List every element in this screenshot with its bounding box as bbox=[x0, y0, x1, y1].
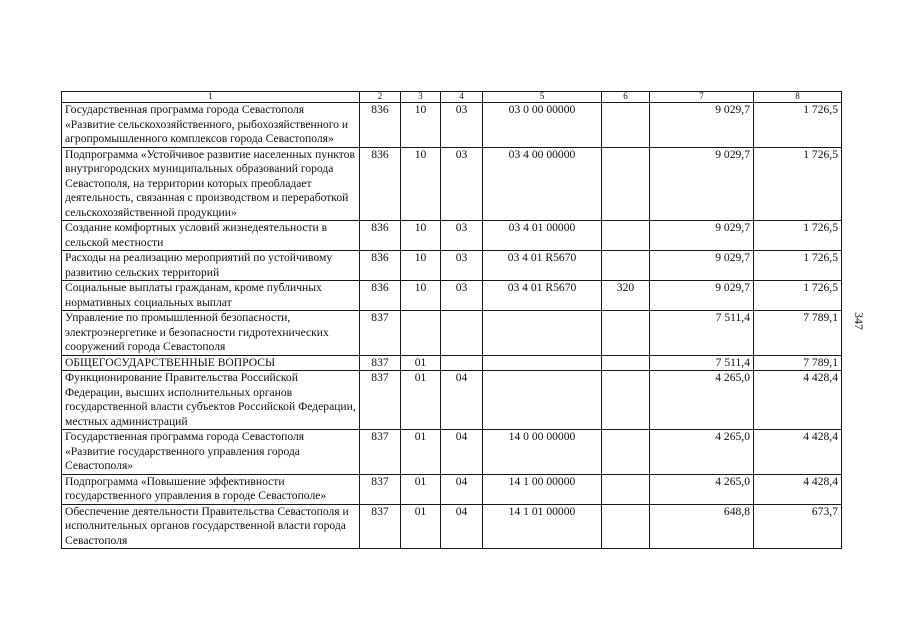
cell-pr bbox=[441, 355, 483, 371]
cell-rz: 10 bbox=[401, 103, 441, 148]
cell-csr bbox=[483, 371, 602, 430]
cell-amount-2: 1 726,5 bbox=[754, 103, 842, 148]
header-row bbox=[62, 92, 842, 103]
cell-amount-2: 7 789,1 bbox=[754, 355, 842, 371]
cell-amount-1: 9 029,7 bbox=[650, 281, 754, 311]
column-header: 3 bbox=[401, 92, 441, 103]
cell-pr: 03 bbox=[441, 221, 483, 251]
cell-amount-1: 9 029,7 bbox=[650, 251, 754, 281]
cell-rz: 01 bbox=[401, 371, 441, 430]
cell-pr: 04 bbox=[441, 504, 483, 549]
cell-vr bbox=[602, 147, 650, 221]
table-row bbox=[62, 474, 842, 504]
cell-rz: 10 bbox=[401, 147, 441, 221]
cell-amount-2: 4 428,4 bbox=[754, 474, 842, 504]
cell-vr bbox=[602, 504, 650, 549]
table-row bbox=[62, 430, 842, 475]
cell-csr bbox=[483, 311, 602, 356]
cell-amount-1: 648,8 bbox=[650, 504, 754, 549]
column-header: 5 bbox=[483, 92, 602, 103]
cell-rz: 01 bbox=[401, 504, 441, 549]
cell-gv: 836 bbox=[360, 147, 401, 221]
cell-pr bbox=[441, 311, 483, 356]
page-number: 347 bbox=[852, 312, 866, 330]
cell-amount-2: 1 726,5 bbox=[754, 147, 842, 221]
cell-vr bbox=[602, 355, 650, 371]
cell-pr: 03 bbox=[441, 251, 483, 281]
cell-name: Социальные выплаты гражданам, кроме публичных нормативных социальных выплат bbox=[62, 281, 360, 311]
cell-rz: 01 bbox=[401, 474, 441, 504]
cell-amount-2: 1 726,5 bbox=[754, 221, 842, 251]
cell-pr: 03 bbox=[441, 281, 483, 311]
cell-name: Государственная программа города Севастополя «Развитие государственного управления города Севастополя» bbox=[62, 430, 360, 475]
table-row bbox=[62, 221, 842, 251]
cell-vr bbox=[602, 430, 650, 475]
cell-gv: 837 bbox=[360, 474, 401, 504]
column-header: 2 bbox=[360, 92, 401, 103]
cell-amount-2: 4 428,4 bbox=[754, 371, 842, 430]
column-header: 8 bbox=[754, 92, 842, 103]
cell-vr bbox=[602, 474, 650, 504]
column-header: 7 bbox=[650, 92, 754, 103]
cell-pr: 03 bbox=[441, 103, 483, 148]
cell-amount-1: 7 511,4 bbox=[650, 355, 754, 371]
cell-csr bbox=[483, 355, 602, 371]
cell-vr bbox=[602, 371, 650, 430]
cell-name: Подпрограмма «Устойчивое развитие населенных пунктов внутригородских муниципальных образований города Севастополя, на территории которых преобладает деятельность, связанная с производством и переработкой сельскохозяйственной продукции» bbox=[62, 147, 360, 221]
cell-gv: 837 bbox=[360, 355, 401, 371]
cell-name: Государственная программа города Севастополя «Развитие сельскохозяйственного, рыбохозяйственного и агропромышленного комплексов города Севастополя» bbox=[62, 103, 360, 148]
table-row bbox=[62, 311, 842, 356]
cell-amount-2: 1 726,5 bbox=[754, 281, 842, 311]
cell-csr: 03 4 01 R5670 bbox=[483, 281, 602, 311]
cell-name: Функционирование Правительства Российской Федерации, высших исполнительных органов государственной власти субъектов Российской Федерации, местных администраций bbox=[62, 371, 360, 430]
table-row bbox=[62, 281, 842, 311]
table-row bbox=[62, 355, 842, 371]
cell-gv: 837 bbox=[360, 504, 401, 549]
cell-amount-2: 673,7 bbox=[754, 504, 842, 549]
cell-pr: 03 bbox=[441, 147, 483, 221]
cell-csr: 03 4 00 00000 bbox=[483, 147, 602, 221]
cell-rz bbox=[401, 311, 441, 356]
cell-csr: 03 4 01 00000 bbox=[483, 221, 602, 251]
cell-gv: 836 bbox=[360, 251, 401, 281]
cell-name: Расходы на реализацию мероприятий по устойчивому развитию сельских территорий bbox=[62, 251, 360, 281]
table-row bbox=[62, 504, 842, 549]
cell-name: Подпрограмма «Повышение эффективности государственного управления в городе Севастополе» bbox=[62, 474, 360, 504]
cell-rz: 10 bbox=[401, 221, 441, 251]
cell-gv: 836 bbox=[360, 221, 401, 251]
cell-amount-2: 1 726,5 bbox=[754, 251, 842, 281]
cell-vr bbox=[602, 103, 650, 148]
cell-pr: 04 bbox=[441, 371, 483, 430]
cell-rz: 01 bbox=[401, 430, 441, 475]
column-header: 6 bbox=[602, 92, 650, 103]
cell-amount-2: 7 789,1 bbox=[754, 311, 842, 356]
cell-csr: 03 4 01 R5670 bbox=[483, 251, 602, 281]
cell-pr: 04 bbox=[441, 430, 483, 475]
cell-amount-1: 4 265,0 bbox=[650, 474, 754, 504]
cell-amount-1: 4 265,0 bbox=[650, 371, 754, 430]
cell-csr: 14 0 00 00000 bbox=[483, 430, 602, 475]
cell-amount-1: 9 029,7 bbox=[650, 221, 754, 251]
table-row bbox=[62, 147, 842, 221]
column-header: 4 bbox=[441, 92, 483, 103]
budget-table bbox=[61, 91, 842, 549]
cell-vr bbox=[602, 311, 650, 356]
cell-amount-1: 9 029,7 bbox=[650, 103, 754, 148]
cell-amount-1: 9 029,7 bbox=[650, 147, 754, 221]
cell-name: Управление по промышленной безопасности, электроэнергетике и безопасности гидротехнических сооружений города Севастополя bbox=[62, 311, 360, 356]
cell-name: ОБЩЕГОСУДАРСТВЕННЫЕ ВОПРОСЫ bbox=[62, 355, 360, 371]
cell-amount-2: 4 428,4 bbox=[754, 430, 842, 475]
table-row bbox=[62, 251, 842, 281]
cell-amount-1: 7 511,4 bbox=[650, 311, 754, 356]
cell-vr: 320 bbox=[602, 281, 650, 311]
cell-rz: 10 bbox=[401, 281, 441, 311]
cell-name: Обеспечение деятельности Правительства Севастополя и исполнительных органов государственной власти города Севастополя bbox=[62, 504, 360, 549]
cell-rz: 10 bbox=[401, 251, 441, 281]
cell-name: Создание комфортных условий жизнедеятельности в сельской местности bbox=[62, 221, 360, 251]
table-row bbox=[62, 103, 842, 148]
cell-pr: 04 bbox=[441, 474, 483, 504]
cell-gv: 836 bbox=[360, 281, 401, 311]
cell-vr bbox=[602, 221, 650, 251]
cell-gv: 837 bbox=[360, 430, 401, 475]
cell-csr: 14 1 00 00000 bbox=[483, 474, 602, 504]
cell-gv: 837 bbox=[360, 371, 401, 430]
cell-rz: 01 bbox=[401, 355, 441, 371]
cell-csr: 14 1 01 00000 bbox=[483, 504, 602, 549]
cell-vr bbox=[602, 251, 650, 281]
cell-gv: 836 bbox=[360, 103, 401, 148]
column-header: 1 bbox=[62, 92, 360, 103]
cell-gv: 837 bbox=[360, 311, 401, 356]
cell-amount-1: 4 265,0 bbox=[650, 430, 754, 475]
table-row bbox=[62, 371, 842, 430]
cell-csr: 03 0 00 00000 bbox=[483, 103, 602, 148]
